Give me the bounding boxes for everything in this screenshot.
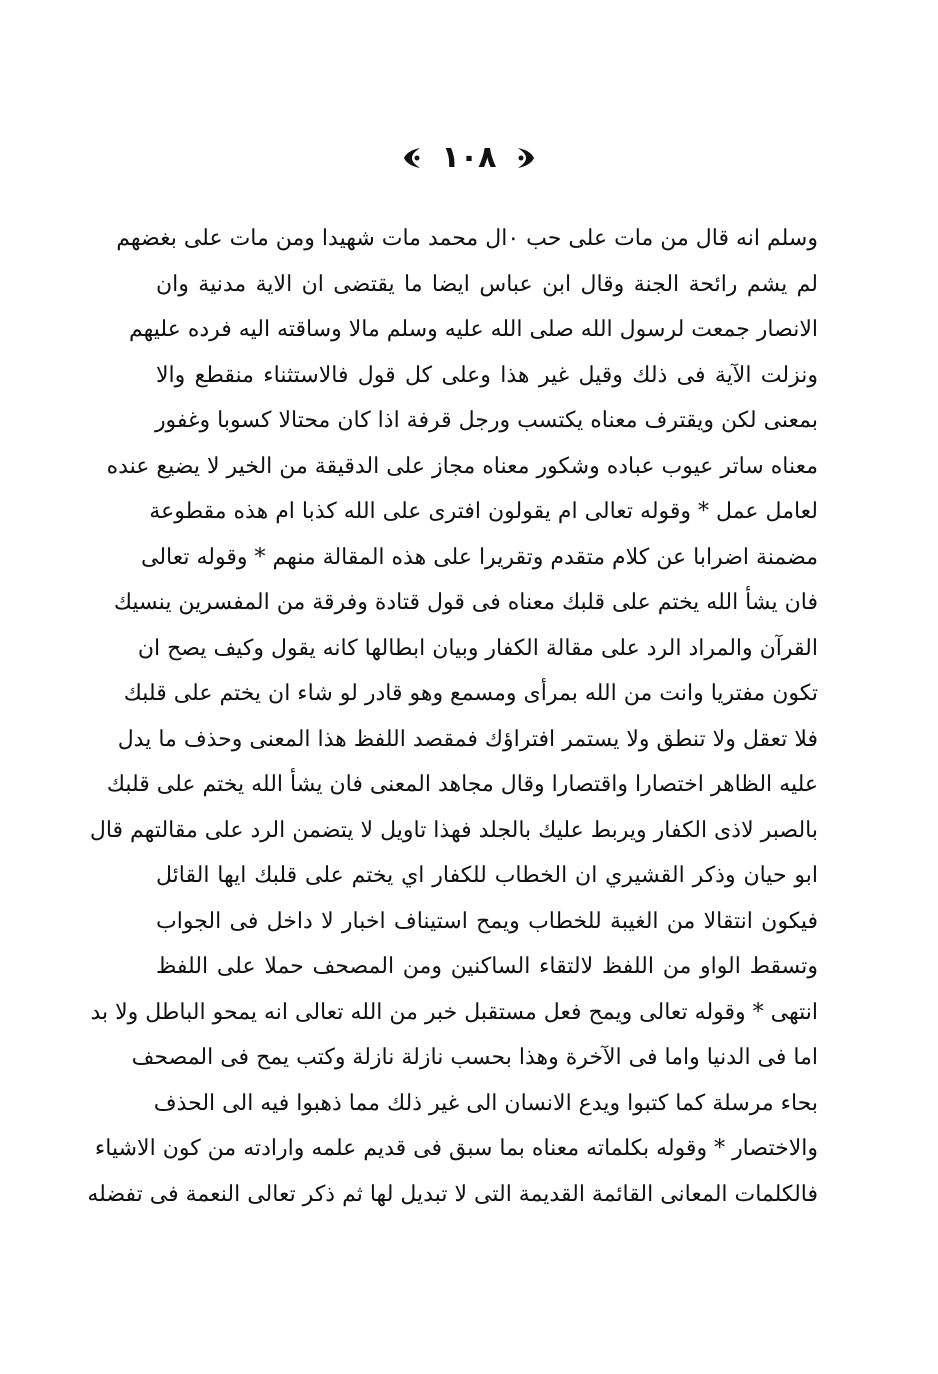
text-line: وسلم انه قال من مات على حب ٠ال محمد مات شهيدا ومن مات على بغضهم <box>116 226 818 251</box>
text-line: لم يشم رائحة الجنة وقال ابن عباس ايضا ما يقتضى ان الاية مدنية وان <box>156 271 818 297</box>
text-line: معناه ساتر عيوب عباده وشكور معناه مجاز على الدقيقة من الخير لا يضيع عنده <box>106 453 818 479</box>
text-line: بمعنى لكن ويقترف معناه يكتسب ورجل قرفة اذا كان محتالا كسوبا وغفور <box>154 408 818 433</box>
text-line: والاختصار * وقوله بكلماته معناه بما سبق فى قديم علمه وارادته من كون الاشياء <box>94 1136 818 1161</box>
body-text <box>87 216 818 1217</box>
text-line: ابو حيان وذكر القشيري ان الخطاب للكفار اي يختم على قلبك ايها القائل <box>156 863 818 888</box>
text-line: عليه الظاهر اختصارا واقتصارا وقال مجاهد المعنى فان يشأ الله يختم على قلبك <box>106 772 818 797</box>
text-line: تكون مفتريا وانت من الله بمرأى ومسمع وهو قادر لو شاء ان يختم على قلبك <box>123 681 818 706</box>
text-line: ونزلت الآية فى ذلك وقيل غير هذا وعلى كل قول فالاستثناء منقطع والا <box>156 362 818 388</box>
page-header <box>0 140 938 175</box>
text-line: مضمنة اضرابا عن كلام متقدم وتقريرا على هذه المقالة منهم * وقوله تعالى <box>141 544 818 570</box>
right-ornament-icon <box>514 144 538 172</box>
text-line: فيكون انتقالا من الغيبة للخطاب ويمح استيناف اخبار لا داخل فى الجواب <box>156 908 818 934</box>
left-ornament-icon <box>400 144 424 172</box>
text-line: القرآن والمراد الرد على مقالة الكفار وبيان ابطالها كانه يقول وكيف يصح ان <box>137 635 818 661</box>
text-line: لعامل عمل * وقوله تعالى ام يقولون افترى على الله كذبا ام هذه مقطوعة <box>149 499 818 524</box>
page-number: ١٠٨ <box>441 140 497 175</box>
text-line: فالكلمات المعانى القائمة القديمة التى لا تبديل لها ثم ذكر تعالى النعمة فى تفضله <box>87 1181 818 1207</box>
text-line: فلا تعقل ولا تنطق ولا يستمر افتراؤك فمقصد اللفظ هذا المعنى وحذف ما يدل <box>117 726 818 752</box>
text-line: فان يشأ الله يختم على قلبك معناه فى قول قتادة وفرقة من المفسرين ينسيك <box>113 590 818 615</box>
text-line: انتهى * وقوله تعالى ويمح فعل مستقبل خبر من الله تعالى انه يمحو الباطل ولا بد <box>90 999 818 1025</box>
text-line: الانصار جمعت لرسول الله صلى الله عليه وسلم مالا وساقته اليه فرده عليهم <box>129 317 818 342</box>
text-line: بحاء مرسلة كما كتبوا ويدع الانسان الى غير ذلك مما ذهبوا فيه الى الحذف <box>153 1090 818 1116</box>
text-line: وتسقط الواو من اللفظ لالتقاء الساكنين ومن المصحف حملا على اللفظ <box>156 954 818 979</box>
text-line: بالصبر لاذى الكفار ويربط عليك بالجلد فهذا تاويل لا يتضمن الرد على مقالتهم قال <box>89 817 818 843</box>
text-line: اما فى الدنيا واما فى الآخرة وهذا بحسب نازلة نازلة وكتب يمح فى المصحف <box>131 1045 818 1070</box>
